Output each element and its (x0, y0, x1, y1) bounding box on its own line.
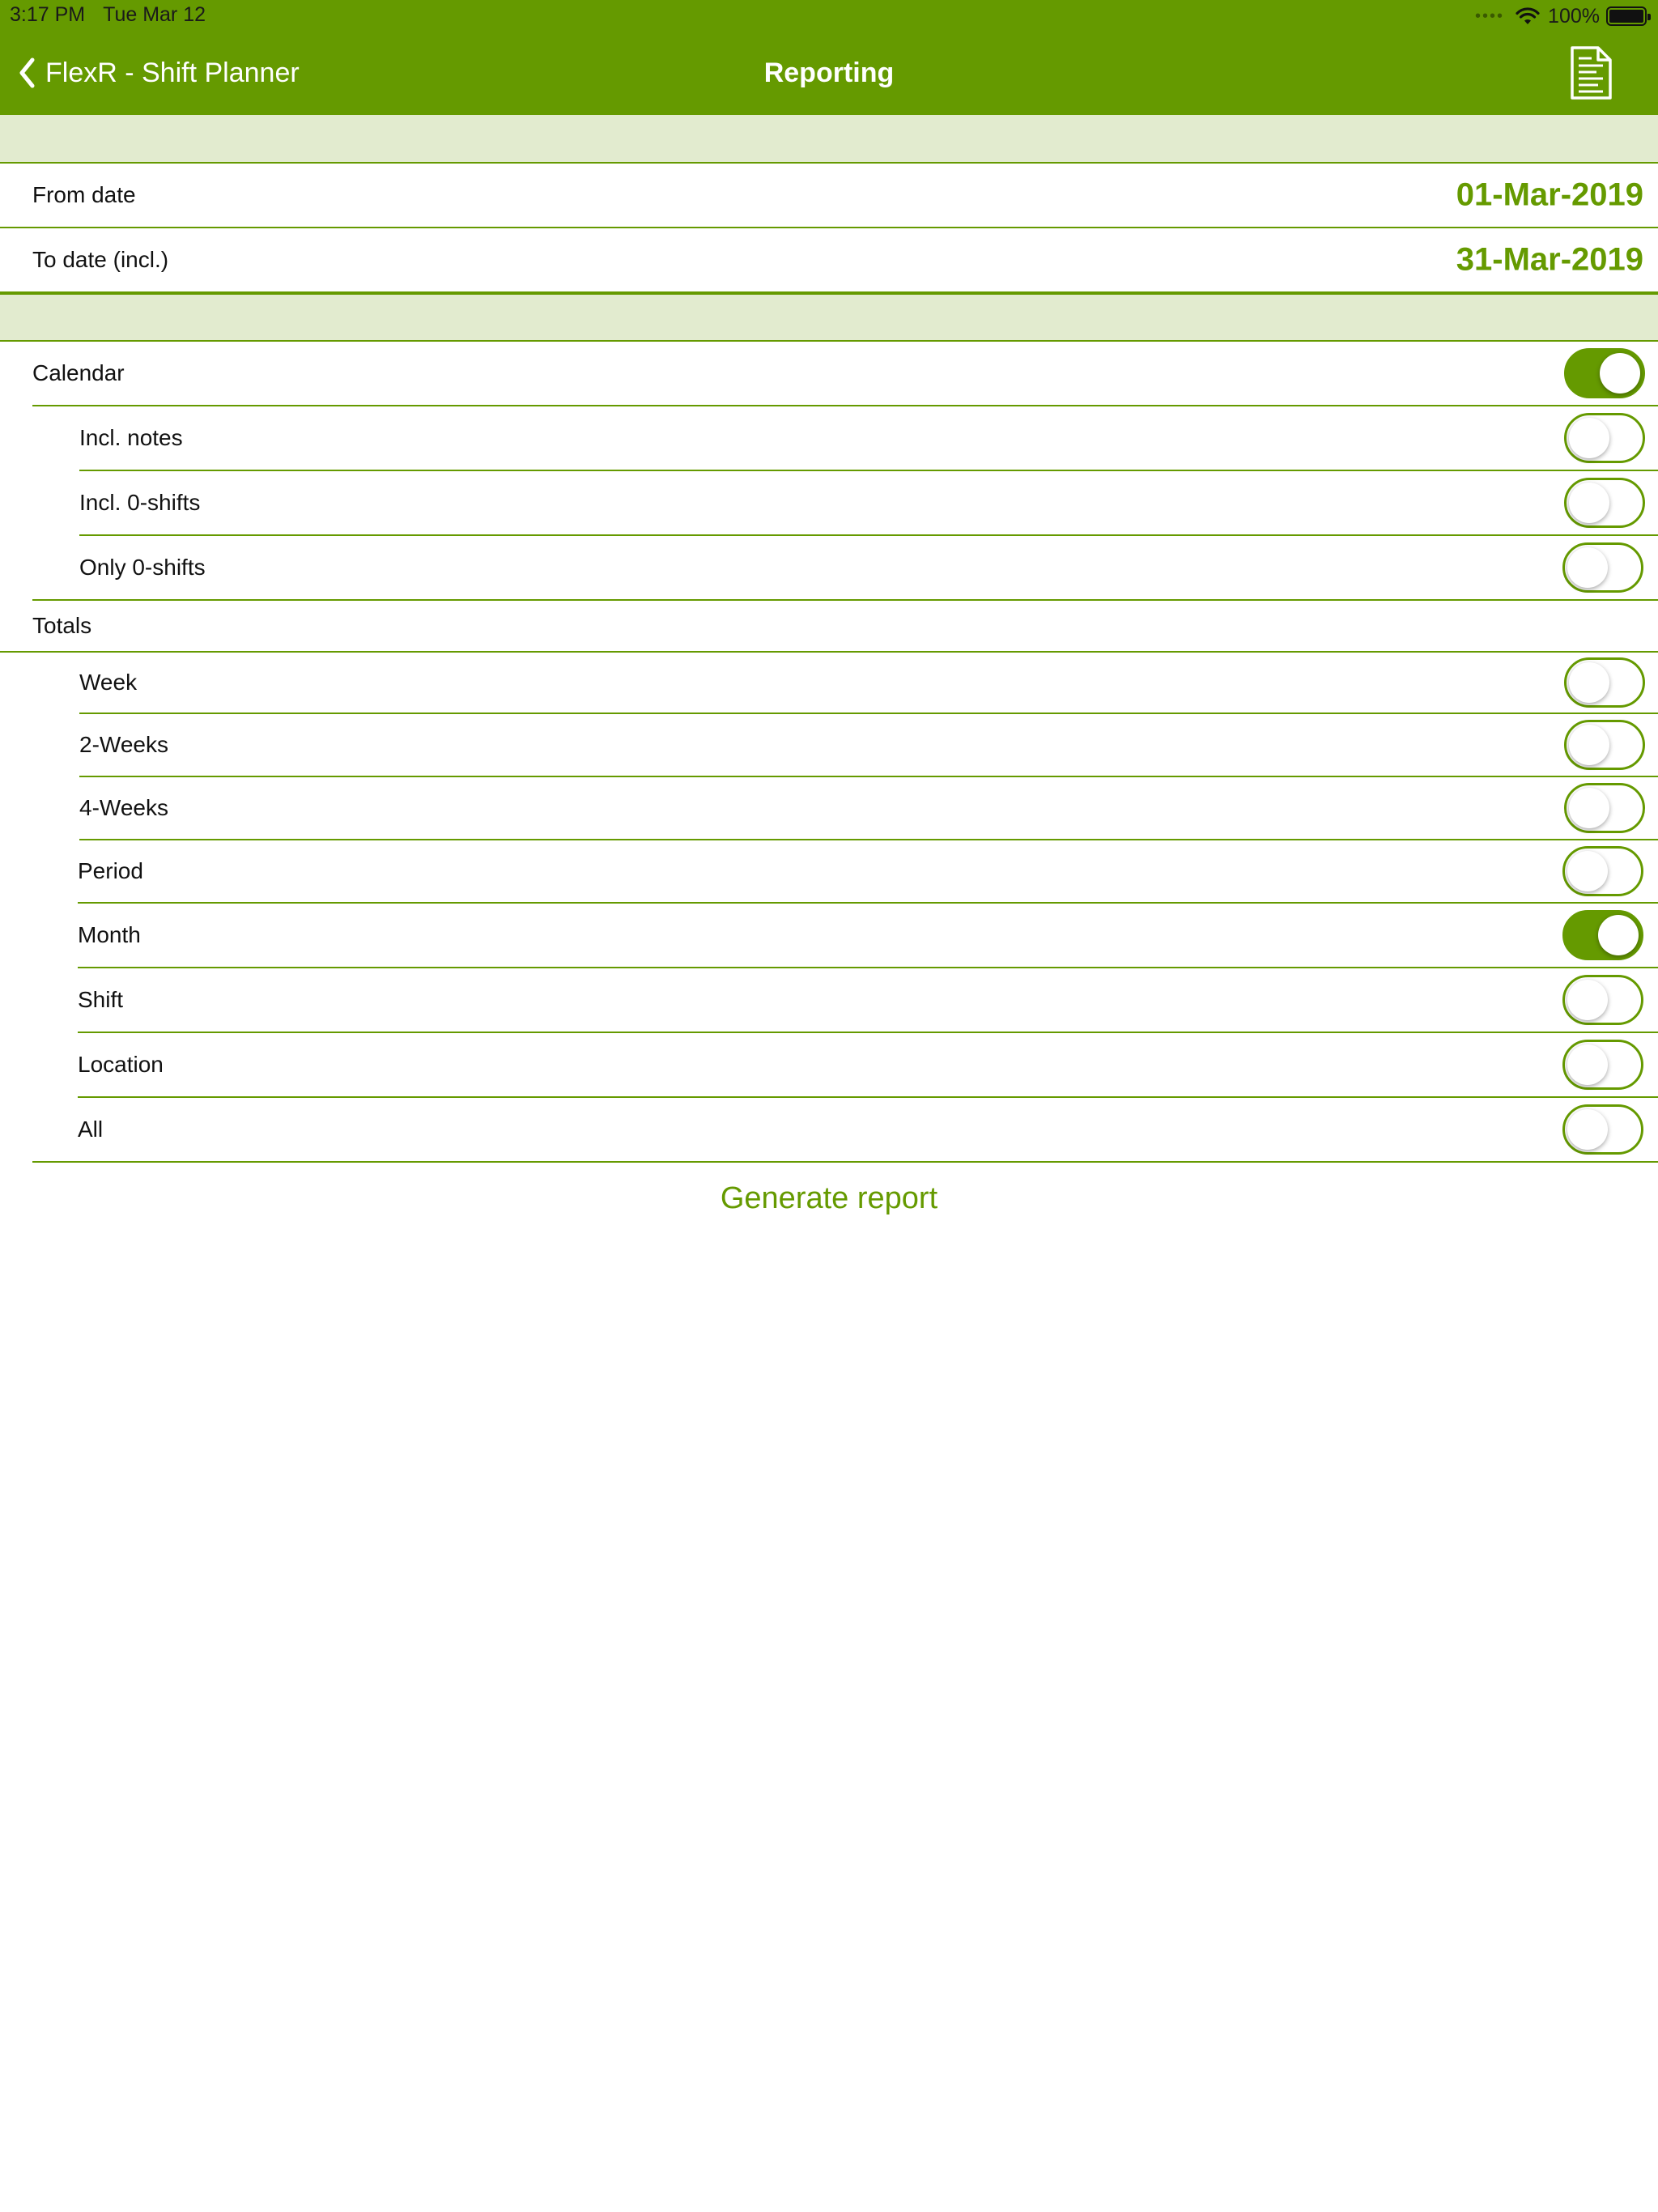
battery-icon (1606, 6, 1647, 26)
shift-row (78, 968, 1658, 1033)
calendar-row (32, 342, 1658, 406)
from-date-label: From date (32, 182, 136, 207)
status-indicators (1475, 3, 1647, 29)
status-time: 3:17 PM (10, 3, 86, 26)
calendar-label: Calendar (32, 360, 125, 385)
period-toggle[interactable] (1562, 846, 1643, 896)
location-row (78, 1033, 1658, 1098)
from-date-row[interactable] (0, 164, 1658, 228)
location-toggle[interactable] (1562, 1040, 1643, 1090)
four-weeks-label: 4-Weeks (79, 795, 168, 820)
incl-zero-shifts-label: Incl. 0-shifts (79, 490, 201, 515)
status-date: Tue Mar 12 (103, 3, 206, 26)
two-weeks-row (79, 714, 1658, 777)
only-zero-shifts-toggle[interactable] (1562, 542, 1643, 593)
two-weeks-label: 2-Weeks (79, 732, 168, 757)
all-toggle[interactable] (1562, 1104, 1643, 1155)
month-row (78, 904, 1658, 968)
period-label: Period (78, 858, 143, 883)
four-weeks-row (79, 777, 1658, 840)
totals-header-row (0, 601, 1658, 653)
two-weeks-toggle[interactable] (1564, 720, 1645, 770)
week-toggle[interactable] (1564, 657, 1645, 708)
to-date-row[interactable] (0, 228, 1658, 293)
wifi-icon (1516, 6, 1540, 26)
week-label: Week (79, 670, 138, 695)
incl-notes-row (79, 406, 1658, 471)
month-toggle[interactable] (1562, 910, 1643, 960)
location-label: Location (78, 1052, 164, 1077)
generate-report-button[interactable]: Generate report (720, 1181, 938, 1215)
to-date-label: To date (incl.) (32, 247, 169, 272)
incl-notes-label: Incl. notes (79, 425, 183, 450)
shift-label: Shift (78, 987, 124, 1012)
all-row (32, 1098, 1658, 1163)
incl-notes-toggle[interactable] (1564, 413, 1645, 463)
month-label: Month (78, 922, 141, 947)
navigation-bar (0, 32, 1658, 113)
four-weeks-toggle[interactable] (1564, 783, 1645, 833)
incl-zero-shifts-row (79, 471, 1658, 536)
to-date-value[interactable]: 31-Mar-2019 (1456, 241, 1643, 278)
incl-zero-shifts-toggle[interactable] (1564, 478, 1645, 528)
all-label: All (78, 1117, 104, 1142)
status-bar (0, 0, 1658, 32)
section-header-dates (0, 113, 1658, 164)
page-title: Reporting (763, 57, 895, 88)
only-zero-shifts-row (32, 536, 1658, 601)
week-row (79, 653, 1658, 714)
shift-toggle[interactable] (1562, 975, 1643, 1025)
battery-percentage: 100% (1548, 4, 1600, 28)
totals-label: Totals (32, 613, 92, 638)
cellular-signal-icon: •••• (1475, 6, 1505, 25)
status-time-date (10, 3, 206, 27)
period-row (78, 840, 1658, 904)
document-icon[interactable] (1567, 45, 1614, 100)
back-button-label: FlexR - Shift Planner (45, 57, 300, 88)
section-header-options (0, 293, 1658, 342)
from-date-value[interactable]: 01-Mar-2019 (1456, 177, 1643, 213)
calendar-toggle[interactable] (1564, 348, 1645, 398)
only-zero-shifts-label: Only 0-shifts (79, 555, 206, 580)
